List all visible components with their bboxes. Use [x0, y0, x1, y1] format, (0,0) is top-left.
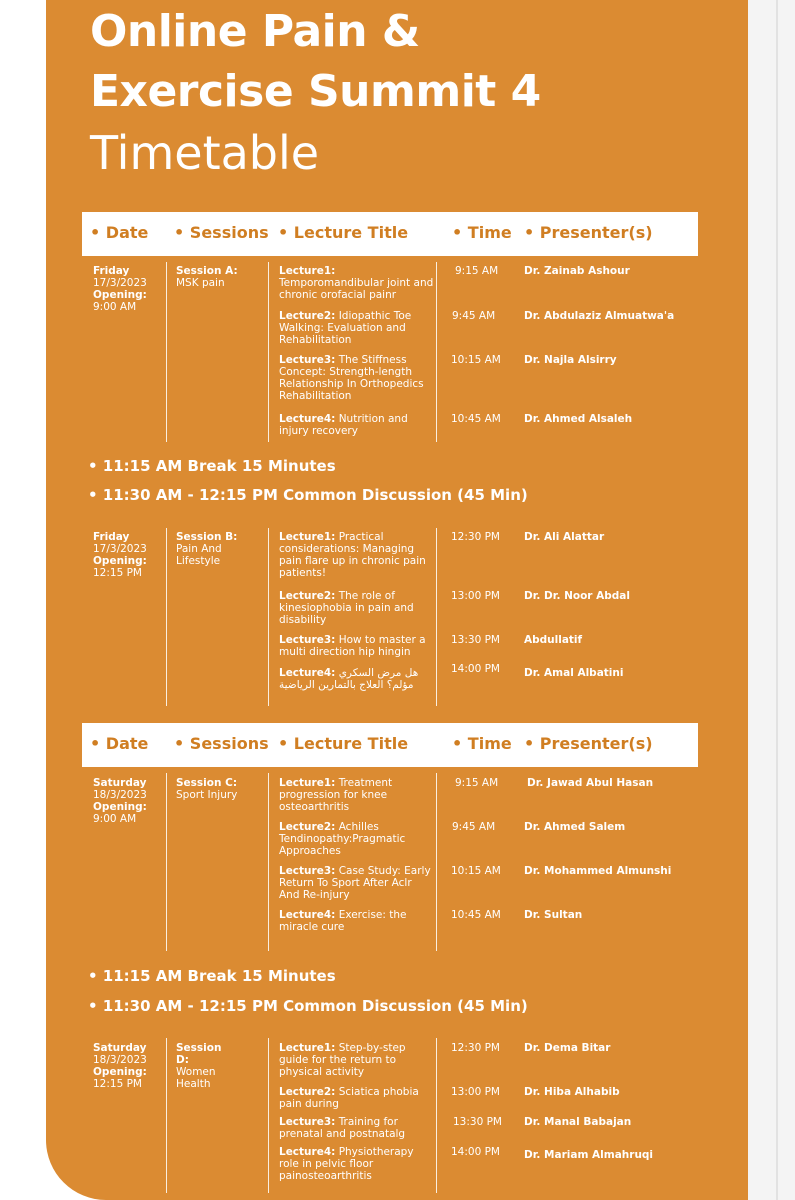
presenter: Dr. Jawad Abul Hasan [527, 777, 654, 789]
lecture-label: Lecture3: [279, 354, 336, 366]
lecture-title: Sciatica phobia pain during [279, 1086, 419, 1110]
presenter: Dr. Ali Alattar [524, 531, 605, 543]
lecture-label: Lecture2: [279, 310, 336, 322]
lecture-title: Training for prenatal and postnatalg [279, 1116, 406, 1140]
presenter: Abdullatif [524, 634, 583, 646]
lecture-time: 12:30 PM [451, 1042, 500, 1054]
lecture-4 [279, 909, 429, 933]
block-session [176, 777, 256, 801]
header-presenters: • Presenter(s) [524, 734, 653, 753]
lecture-3 [279, 1116, 429, 1140]
lecture-title: Temporomandibular joint and chronic orofacial painr [279, 277, 434, 301]
lecture-title: Treatment progression for knee osteoarthritis [279, 777, 393, 813]
title-line-2: Exercise Summit 4 [90, 66, 541, 117]
presenter: Dr. Najla Alsirry [524, 354, 617, 366]
column-divider [268, 262, 269, 442]
opening-label: Opening: [93, 289, 147, 301]
lecture-title: How to master a multi direction hip hingin [279, 634, 426, 658]
break-line: • 11:15 AM Break 15 Minutes [88, 457, 336, 475]
header-sessions: • Sessions [174, 223, 269, 242]
lecture-3 [279, 354, 429, 402]
column-divider [436, 528, 437, 706]
lecture-2 [279, 1086, 429, 1110]
day: Saturday [93, 777, 147, 789]
lecture-label: Lecture1: [279, 531, 336, 543]
page-edge-line [776, 0, 778, 1200]
presenter: Dr. Zainab Ashour [524, 265, 630, 277]
lecture-time: 9:45 AM [452, 310, 496, 322]
opening-time: 9:00 AM [93, 301, 137, 313]
presenter: Dr. Sultan [524, 909, 583, 921]
lecture-time: 14:00 PM [451, 663, 500, 675]
block-date [93, 265, 163, 313]
lecture-time: 13:30 PM [451, 634, 500, 646]
lecture-4 [279, 413, 419, 437]
date: 17/3/2023 [93, 543, 147, 555]
session-name: Women Health [176, 1066, 216, 1090]
session-label: Session C: [176, 777, 238, 789]
lecture-label: Lecture2: [279, 590, 336, 602]
lecture-2 [279, 310, 419, 346]
lecture-title: The role of kinesiophobia in pain and disability [279, 590, 414, 626]
block-date [93, 531, 163, 579]
opening-label: Opening: [93, 1066, 147, 1078]
column-divider [166, 262, 167, 442]
column-divider [166, 773, 167, 951]
lecture-label: Lecture1: [279, 1042, 336, 1054]
header-presenters: • Presenter(s) [524, 223, 653, 242]
lecture-label: Lecture3: [279, 865, 336, 877]
title-line-3: Timetable [90, 126, 320, 180]
lecture-1 [279, 777, 429, 813]
column-divider [268, 773, 269, 951]
opening-label: Opening: [93, 801, 147, 813]
block-session [176, 1042, 236, 1090]
lecture-2 [279, 590, 429, 626]
lecture-3 [279, 865, 434, 901]
block-date [93, 1042, 163, 1090]
lecture-4 [279, 667, 429, 691]
lecture-title: Step-by-step guide for the return to physical activity [279, 1042, 406, 1078]
break-line: • 11:15 AM Break 15 Minutes [88, 967, 336, 985]
presenter: Dr. Mohammed Almunshi [524, 865, 672, 877]
lecture-time: 10:45 AM [451, 909, 501, 921]
session-label: Session A: [176, 265, 238, 277]
lecture-1 [279, 265, 439, 301]
session-name: Pain And Lifestyle [176, 543, 222, 567]
date: 18/3/2023 [93, 789, 147, 801]
lecture-3 [279, 634, 429, 658]
lecture-time: 10:15 AM [451, 865, 501, 877]
lecture-label: Lecture4: [279, 667, 336, 679]
day: Saturday [93, 1042, 147, 1054]
lecture-time: 9:45 AM [452, 821, 496, 833]
lecture-label: Lecture4: [279, 909, 336, 921]
lecture-time: 12:30 PM [451, 531, 500, 543]
lecture-label: Lecture3: [279, 634, 336, 646]
page-edge [748, 0, 795, 1200]
lecture-2 [279, 821, 429, 857]
day: Friday [93, 265, 130, 277]
lecture-time: 13:00 PM [451, 590, 500, 602]
lecture-time: 13:00 PM [451, 1086, 500, 1098]
header-lecture-title: • Lecture Title [278, 223, 409, 242]
lecture-1 [279, 531, 429, 579]
session-label: Session B: [176, 531, 238, 543]
header-lecture-title: • Lecture Title [278, 734, 409, 753]
lecture-title: Practical considerations: Managing pain flare up in chronic pain patients! [279, 531, 426, 579]
presenter: Dr. Amal Albatini [524, 667, 624, 679]
lecture-title: The Stiffness Concept: Strength-length Relationship In Orthopedics Rehabilitation [279, 354, 424, 402]
title-line-1: Online Pain & [90, 6, 420, 57]
lecture-title: Exercise: the miracle cure [279, 909, 407, 933]
opening-time: 12:15 PM [93, 567, 142, 579]
discussion-line: • 11:30 AM - 12:15 PM Common Discussion (45 Min) [88, 486, 528, 504]
column-divider [268, 1038, 269, 1193]
presenter: Dr. Dema Bitar [524, 1042, 611, 1054]
lecture-4 [279, 1146, 429, 1182]
lecture-time: 10:15 AM [451, 354, 501, 366]
header-date: • Date [90, 734, 149, 753]
table-header [82, 212, 698, 256]
column-divider [166, 1038, 167, 1193]
lecture-time: 14:00 PM [451, 1146, 500, 1158]
lecture-title: Physiotherapy role in pelvic floor painosteoarthritis [279, 1146, 414, 1182]
lecture-label: Lecture3: [279, 1116, 336, 1128]
block-date [93, 777, 163, 825]
session-name: Sport Injury [176, 789, 238, 801]
opening-time: 12:15 PM [93, 1078, 142, 1090]
lecture-label: Lecture4: [279, 413, 336, 425]
lecture-time: 9:15 AM [455, 265, 499, 277]
lecture-title: هل مرض السكري مؤلم؟ العلاج بالتمارين الرياضية [279, 667, 419, 691]
lecture-time: 13:30 PM [453, 1116, 502, 1128]
presenter: Dr. Ahmed Salem [524, 821, 626, 833]
column-divider [268, 528, 269, 706]
session-name: MSK pain [176, 277, 225, 289]
presenter: Dr. Abdulaziz Almuatwa'a [524, 310, 675, 322]
presenter: Dr. Manal Babajan [524, 1116, 632, 1128]
presenter: Dr. Mariam Almahruqi [524, 1149, 654, 1161]
session-label: Session D: [176, 1042, 222, 1066]
opening-time: 9:00 AM [93, 813, 137, 825]
opening-label: Opening: [93, 555, 147, 567]
header-time: • Time [452, 223, 512, 242]
lecture-label: Lecture1: [279, 777, 336, 789]
presenter: Dr. Hiba Alhabib [524, 1086, 620, 1098]
block-session [176, 265, 256, 289]
date: 18/3/2023 [93, 1054, 147, 1066]
lecture-title: Nutrition and injury recovery [279, 413, 408, 437]
date: 17/3/2023 [93, 277, 147, 289]
lecture-1 [279, 1042, 437, 1078]
header-sessions: • Sessions [174, 734, 269, 753]
lecture-label: Lecture2: [279, 1086, 336, 1098]
discussion-line: • 11:30 AM - 12:15 PM Common Discussion (45 Min) [88, 997, 528, 1015]
lecture-title: Achilles Tendinopathy:Pragmatic Approaches [279, 821, 406, 857]
presenter: Dr. Dr. Noor Abdal [524, 590, 630, 602]
day: Friday [93, 531, 130, 543]
lecture-title: Idiopathic Toe Walking: Evaluation and Rehabilitation [279, 310, 412, 346]
column-divider [166, 528, 167, 706]
presenter: Dr. Ahmed Alsaleh [524, 413, 633, 425]
lecture-label: Lecture2: [279, 821, 336, 833]
column-divider [436, 773, 437, 951]
lecture-time: 10:45 AM [451, 413, 501, 425]
table-header [82, 723, 698, 767]
lecture-label: Lecture1: [279, 265, 336, 277]
lecture-label: Lecture4: [279, 1146, 336, 1158]
header-time: • Time [452, 734, 512, 753]
lecture-time: 9:15 AM [455, 777, 499, 789]
header-date: • Date [90, 223, 149, 242]
lecture-title: Case Study: Early Return To Sport After Aclr And Re-injury [279, 865, 431, 901]
block-session [176, 531, 256, 567]
